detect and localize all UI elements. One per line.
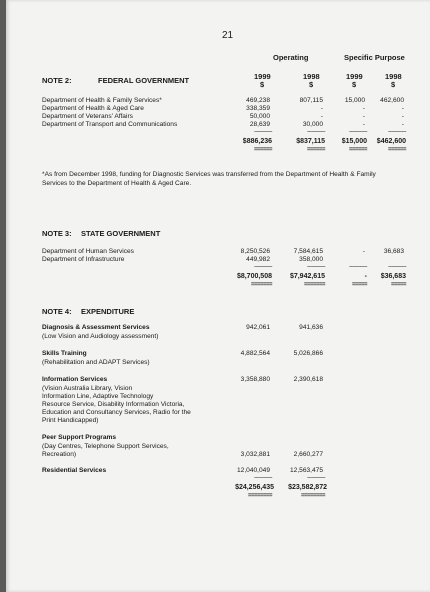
- note2-double-rule: ======: [253, 147, 272, 153]
- note4-label: NOTE 4:: [42, 307, 72, 316]
- expenditure-item-desc: Print Handicapped): [42, 417, 99, 424]
- note2-row-name: Department of Transport and Communications: [42, 121, 178, 128]
- note3-single-rule: ------------: [307, 264, 325, 270]
- currency-op-1998: $: [309, 80, 314, 89]
- note4-double-rule: ========: [247, 493, 272, 499]
- currency-op-1999: $: [260, 80, 265, 89]
- note2-op1999: 338,359: [246, 105, 270, 112]
- note2-sp1999: -: [362, 121, 365, 128]
- note3-single-rule: ------------: [254, 264, 272, 270]
- expenditure-v1999: 4,882,564: [240, 350, 270, 357]
- note4-single-rule: ------------: [254, 475, 272, 481]
- expenditure-item-desc: Recreation): [42, 451, 77, 458]
- expenditure-item-title: Peer Support Programs: [42, 434, 117, 441]
- note4-total-1998: $23,582,872: [288, 484, 327, 491]
- note2-sp1998: -: [401, 121, 404, 128]
- note2-footnote: *As from December 1998, funding for Diagnostic Services was transferred from the Department of Health & Family Services to the Department of Health & Aged Care.: [42, 171, 376, 187]
- note2-op1999: 50,000: [249, 113, 270, 120]
- note3-op1998: 358,000: [299, 256, 323, 263]
- note2-sp1999: -: [362, 113, 365, 120]
- note4-total-1999: $24,256,435: [235, 484, 274, 491]
- expenditure-v1998: 2,390,618: [293, 376, 323, 383]
- note4-single-rule: ------------: [307, 475, 325, 481]
- expenditure-item-desc: Education and Consultancy Services, Radio for the: [42, 409, 191, 416]
- year-1999-op-header: 1999: [254, 72, 271, 81]
- note2-op1999: 469,238: [246, 97, 270, 104]
- year-1998-op-header: 1998: [303, 72, 320, 81]
- expenditure-v1998: 2,660,277: [293, 451, 323, 458]
- document-page: [6, 0, 430, 592]
- note3-total-sp1999: -: [364, 273, 367, 280]
- expenditure-v1998: 5,026,866: [293, 350, 323, 357]
- note2-op1998: 30,000: [302, 121, 323, 128]
- note2-total-sp1998: $462,600: [376, 138, 406, 145]
- note2-sp1998: 462,600: [380, 97, 404, 104]
- specific-purpose-header: Specific Purpose: [344, 53, 405, 62]
- note2-title: FEDERAL GOVERNMENT: [98, 76, 190, 85]
- expenditure-item-title: Diagnosis & Assessment Services: [42, 324, 150, 331]
- note3-op1999: 8,250,526: [240, 248, 270, 255]
- note3-total-sp1998: $36,683: [380, 273, 406, 280]
- note3-single-rule: ------------: [349, 264, 367, 270]
- expenditure-item-title: Skills Training: [42, 350, 87, 357]
- note3-sp1999: -: [362, 248, 365, 255]
- expenditure-v1999: 3,358,880: [240, 376, 270, 383]
- expenditure-item-desc: (Vision Australia Library, Vision: [42, 385, 133, 392]
- year-1998-sp-header: 1998: [385, 72, 402, 81]
- year-1999-sp-header: 1999: [346, 72, 363, 81]
- note3-double-rule: =======: [250, 282, 272, 288]
- note3-label: NOTE 3:: [42, 229, 72, 238]
- page-number: 21: [222, 30, 234, 41]
- note3-sp1998: 36,683: [383, 248, 404, 255]
- note2-total-op1999: $886,236: [242, 138, 272, 145]
- note3-double-rule: =======: [303, 282, 325, 288]
- note3-title: STATE GOVERNMENT: [81, 229, 161, 238]
- expenditure-item-title: Information Services: [42, 376, 108, 383]
- note3-op1998: 7,584,615: [293, 248, 323, 255]
- note2-sp1998: -: [401, 113, 404, 120]
- note2-double-rule: ======: [387, 147, 406, 153]
- note2-sp1999: -: [362, 105, 365, 112]
- note2-sp1998: -: [401, 105, 404, 112]
- operating-header: Operating: [273, 53, 309, 62]
- note3-row-name: Department of Infrastructure: [42, 256, 125, 263]
- note2-op1998: -: [320, 105, 323, 112]
- expenditure-v1999: 3,032,881: [240, 451, 270, 458]
- expenditure-v1998: 12,563,475: [289, 467, 323, 474]
- note2-double-rule: ======: [306, 147, 325, 153]
- expenditure-item-title: Residential Services: [42, 467, 107, 474]
- note2-row-name: Department of Veterans' Affairs: [42, 113, 133, 120]
- note2-single-rule: ------------: [388, 129, 406, 135]
- note3-op1999: 449,982: [246, 256, 270, 263]
- note3-total-op1999: $8,700,508: [236, 273, 272, 280]
- expenditure-item-desc: (Rehabilitation and ADAPT Services): [42, 359, 150, 366]
- note2-double-rule: ======: [348, 147, 367, 153]
- note3-total-op1998: $7,942,615: [289, 273, 325, 280]
- note3-single-rule: ------------: [388, 264, 406, 270]
- note2-op1998: 807,115: [299, 97, 323, 104]
- note3-double-rule: =====: [351, 282, 367, 288]
- note2-row-name: Department of Health & Family Services*: [42, 97, 162, 104]
- note2-single-rule: ------------: [254, 129, 272, 135]
- expenditure-v1999: 12,040,049: [236, 467, 270, 474]
- note2-op1999: 28,639: [249, 121, 270, 128]
- note3-row-name: Department of Human Services: [42, 248, 134, 255]
- note2-single-rule: ------------: [307, 129, 325, 135]
- note2-op1998: -: [320, 113, 323, 120]
- expenditure-item-desc: Resource Service, Disability Information Victoria,: [42, 401, 185, 408]
- expenditure-item-desc: (Day Centres, Telephone Support Services,: [42, 443, 169, 450]
- expenditure-v1998: 941,636: [299, 324, 323, 331]
- currency-sp-1999: $: [352, 80, 357, 89]
- currency-sp-1998: $: [391, 80, 396, 89]
- note4-title: EXPENDITURE: [81, 307, 135, 316]
- note2-total-sp1999: $15,000: [341, 138, 367, 145]
- expenditure-v1999: 942,061: [246, 324, 270, 331]
- note2-sp1999: 15,000: [344, 97, 365, 104]
- note2-total-op1998: $837,115: [296, 138, 325, 145]
- expenditure-item-desc: (Low Vision and Audiology assessment): [42, 333, 159, 340]
- note2-single-rule: ------------: [349, 129, 367, 135]
- note3-double-rule: =====: [390, 282, 406, 288]
- note4-double-rule: ========: [300, 493, 325, 499]
- expenditure-item-desc: Information Line, Adaptive Technology: [42, 393, 154, 400]
- note2-label: NOTE 2:: [42, 76, 72, 85]
- note2-row-name: Department of Health & Aged Care: [42, 105, 144, 112]
